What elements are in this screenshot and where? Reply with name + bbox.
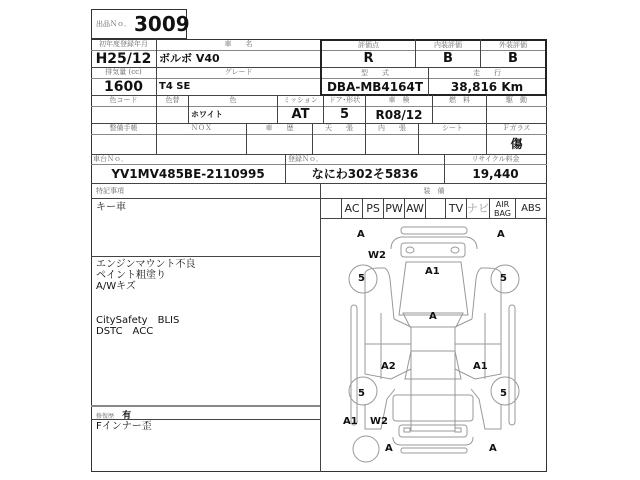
mileage-label: 走 行 <box>473 69 501 77</box>
fglass-value: 傷 <box>510 137 523 151</box>
lot-label: 出品Ｎｏ． <box>96 20 131 28</box>
chassis-label: 車台Ｎｏ． <box>93 155 128 163</box>
grade-label: グレード <box>224 68 253 76</box>
equipment-item: AW <box>406 202 424 215</box>
color-code-label: 色コード <box>109 96 138 104</box>
tire-front-right: 5 <box>500 273 507 284</box>
displacement-label: 排気量 (cc) <box>105 68 142 76</box>
mileage-value: 38,816 Km <box>450 80 524 94</box>
damage-door-right: A1 <box>473 361 488 372</box>
score-value: R <box>363 51 374 66</box>
interior-roof-label: 内 張 <box>378 124 406 132</box>
mission-value: AT <box>291 107 310 122</box>
exterior-value: B <box>508 51 518 66</box>
equipment-item: TV <box>448 202 464 215</box>
maintenance-label: 整備手帳 <box>109 124 138 132</box>
history-label: 車 歴 <box>265 124 294 132</box>
color-change-label: 色替 <box>165 96 180 104</box>
recycle-label: リサイクル料金 <box>471 155 520 163</box>
repair-note: Fインナー歪 <box>96 421 152 432</box>
first-reg-label: 初年度登録年月 <box>99 40 148 48</box>
equipment-title: 装 備 <box>423 187 445 195</box>
car-name-label: 車 名 <box>224 40 253 48</box>
reg-label: 登録Ｎｏ． <box>288 155 323 163</box>
damage-fender-left: W2 <box>368 250 386 261</box>
inspection-value: R08/12 <box>375 108 423 122</box>
model-label: 型 式 <box>361 69 389 77</box>
car-damage-diagram <box>321 219 546 471</box>
damage-roof: A <box>429 311 437 322</box>
seat-label: シート <box>442 124 463 132</box>
equipment-item: AC <box>344 202 360 215</box>
damage-hood: A1 <box>425 266 440 277</box>
interior-label: 内装評価 <box>434 41 462 49</box>
recycle-value: 19,440 <box>472 167 519 181</box>
damage-rear-quarter: A1 <box>343 416 358 427</box>
equipment-item: ナビ <box>467 202 489 215</box>
chassis-value: YV1MV485BE-2110995 <box>111 167 265 181</box>
grade-value: T4 SE <box>159 81 191 92</box>
repair-label: 修復歴 <box>96 413 115 420</box>
lot-number-box <box>91 9 190 39</box>
equipment-item: AIR BAG <box>493 200 512 218</box>
equipment-item: PS <box>366 202 380 215</box>
fuel-label: 燃 料 <box>449 96 470 104</box>
door-value: 5 <box>339 107 350 122</box>
lot-number: 3009 <box>134 12 190 36</box>
notes-block2: エンジンマウント不良 ペイント粗塗り A/Wキズ <box>96 259 196 292</box>
mission-label: ミッション <box>283 96 318 104</box>
tire-rear-right: 5 <box>500 388 507 399</box>
first-reg-value: H25/12 <box>95 51 152 67</box>
drive-label: 駆 動 <box>506 96 527 104</box>
notes-line1: キー車 <box>96 202 126 213</box>
door-label: ドア･形状 <box>328 96 361 104</box>
nox-label: ＮＯＸ <box>191 124 212 132</box>
fglass-label: Ｆガラス <box>502 124 531 132</box>
damage-front-right: A <box>497 229 505 240</box>
damage-rear-bumper-left: A <box>385 443 393 454</box>
damage-rear-bumper-right: A <box>489 443 497 454</box>
notes-title: 特記事項 <box>96 187 124 195</box>
exterior-label: 外装評価 <box>499 41 527 49</box>
model-value: DBA-MB4164T <box>326 80 424 94</box>
score-label: 評価点 <box>358 41 379 49</box>
equipment-item: ABS <box>521 203 541 214</box>
interior-value: B <box>443 51 453 66</box>
car-name-value: ボルボ V40 <box>159 52 220 65</box>
notes-block3: CitySafety BLIS DSTC ACC <box>96 315 180 337</box>
damage-front-left: A <box>357 229 365 240</box>
sunroof-label: 天 張 <box>325 124 353 132</box>
damage-door-left: A2 <box>381 361 396 372</box>
repair-value: 有 <box>122 411 132 421</box>
equipment-item: PW <box>385 202 403 215</box>
damage-rear-left: W2 <box>370 416 388 427</box>
color-label: 色 <box>229 96 237 104</box>
tire-front-left: 5 <box>358 273 365 284</box>
inspection-label: 車 検 <box>388 96 410 104</box>
displacement-value: 1600 <box>104 79 143 95</box>
color-value: ホワイト <box>191 110 223 119</box>
tire-rear-left: 5 <box>358 388 365 399</box>
reg-value: なにわ302そ5836 <box>311 167 419 181</box>
